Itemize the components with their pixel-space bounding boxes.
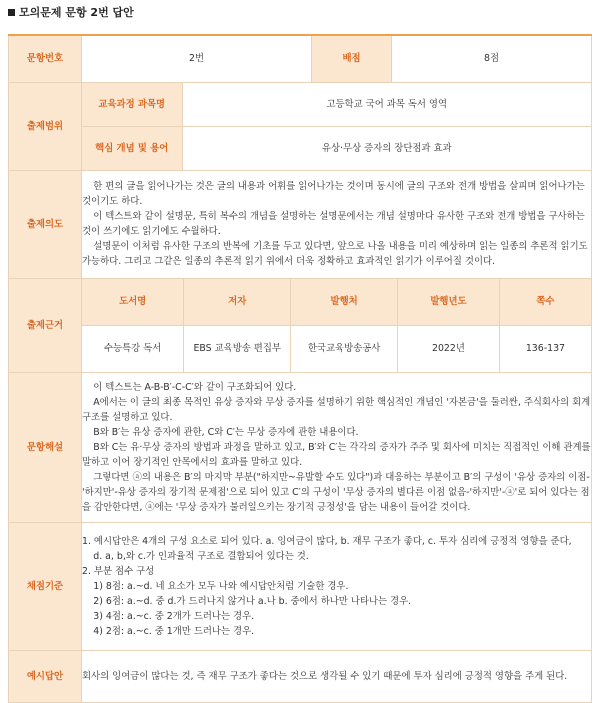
answer-table [8, 34, 592, 703]
criteria-line: 2. 부분 점수 구성 [82, 565, 155, 577]
explanation-paragraph: 이 텍스트는 A-B-B′-C-C′와 같이 구조화되어 있다. [93, 381, 297, 393]
source-cell [82, 278, 592, 372]
source-value-book: 수능특강 독서 [103, 343, 162, 354]
label-question-number: 문항번호 [9, 35, 82, 82]
section-heading [8, 4, 134, 20]
row-sample-answer [9, 650, 592, 702]
source-header-book: 도서명 [82, 279, 184, 326]
source-value-author: EBS 교육방송 편집부 [184, 325, 291, 372]
row-intent [9, 170, 592, 278]
source-header-row [82, 279, 591, 326]
criteria-text [82, 522, 592, 650]
label-subject: 교육과정 과목명 [82, 83, 182, 127]
section-heading-text: 모의문제 문항 2번 답안 [19, 6, 134, 19]
square-bullet-icon [8, 9, 15, 16]
row-question-number [9, 35, 592, 82]
label-criteria: 채점기준 [9, 522, 82, 650]
source-table [82, 279, 591, 372]
source-header-author: 저자 [184, 279, 291, 326]
explanation-paragraph: A에서는 이 글의 최종 목적인 유상 증자와 무상 증자를 설명하기 위한 핵심적인 개념인 '자본금'을 둘러싼, 주식회사의 회계 구조를 설명하고 있다. [82, 396, 591, 423]
explanation-paragraph: B와 C는 유·무상 증자의 방법과 과정을 말하고 있고, B′와 C′는 각각의 증자가 주주 및 회사에 미치는 직접적인 이해 관계를 말하고 이어 장기적인 안목에서의 효과를 말하고 있다. [82, 441, 591, 468]
source-value-pages: 136-137 [499, 325, 591, 372]
row-criteria [9, 522, 592, 650]
criteria-line: 1. 예시답안은 4개의 구성 요소로 되어 있다. a. 잉여금이 많다, b. 재무 구조가 좋다, c. 투자 심리에 긍정적 영향을 준다, [82, 535, 572, 547]
scope-concept-row [82, 127, 591, 170]
label-score: 배점 [312, 35, 392, 82]
label-explanation: 문항해설 [9, 372, 82, 522]
scope-inner-table [82, 83, 591, 170]
explanation-text [82, 372, 592, 522]
source-header-year: 발행년도 [398, 279, 500, 326]
row-explanation [9, 372, 592, 522]
intent-paragraph: 이 텍스트와 같이 설명문, 특히 복수의 개념을 설명하는 설명문에서는 개념 설명마다 유사한 구조와 전개 방법을 구사하는 것이 쓰기에도 읽기에도 수월하다. [82, 211, 585, 237]
intent-paragraph: 설명문이 이처럼 유사한 구조의 반복에 기초를 두고 있다면, 앞으로 나올 내용을 미리 예상하며 읽는 일종의 추론적 읽기도 가능하다. 그리고 그같은 일종의 추론적 읽기 위에서 더욱 정확하고 효과적인 읽기가 이루어질 것이다. [82, 241, 588, 267]
source-value-year: 2022년 [398, 325, 500, 372]
criteria-line: 1) 8점: a.~d. 네 요소가 모두 나와 예시답안처럼 기술한 경우. [93, 580, 349, 592]
source-header-pages: 쪽수 [499, 279, 591, 326]
source-value-publisher: 한국교육방송공사 [291, 325, 398, 372]
source-value-row [82, 325, 591, 372]
scope-cell [82, 82, 592, 170]
criteria-line: d. a, b,와 c.가 인과율적 구조로 결합되어 있다는 것. [93, 550, 309, 562]
value-concept: 유상·무상 증자의 장단점과 효과 [182, 127, 591, 170]
criteria-line: 4) 2점: a.~c. 중 1개만 드러나는 경우. [93, 625, 255, 637]
label-intent: 출제의도 [9, 170, 82, 278]
value-subject: 고등학교 국어 과목 독서 영역 [326, 98, 448, 110]
label-source: 출제근거 [9, 278, 82, 372]
label-sample-answer: 예시답안 [9, 650, 82, 702]
value-question-number: 2번 [82, 35, 312, 82]
value-score: 8점 [392, 35, 592, 82]
explanation-paragraph: 그렇다면 ⓐ의 내용은 B′의 마지막 부분("하지만~유발할 수도 있다")과 대응하는 부분이고 B′의 구성이 '유상 증자의 이점-'하지만'-유상 증자의 장기적 문제점'으로 되어 있고 C′의 구성이 '무상 증자의 별다른 이점 없음-'하지만'-ⓐ'로 되어 있다는 점을 감안한다면, ⓐ에는 '무상 증자가 불러일으키는 장기적 긍정성'을 담는 내용이 들어갈 것이다. [82, 471, 590, 513]
scope-subject-row [82, 83, 591, 127]
source-header-publisher: 발행처 [291, 279, 398, 326]
intent-text [82, 170, 592, 278]
intent-paragraph: 한 편의 글을 읽어나가는 것은 글의 내용과 어휘를 읽어나가는 것이며 동시에 글의 구조와 전개 방법을 살피며 읽어나가는 것이기도 하다. [82, 181, 585, 207]
label-concept: 핵심 개념 및 용어 [82, 127, 182, 170]
row-source [9, 278, 592, 372]
criteria-line: 3) 4점: a.~c. 중 2개가 드러나는 경우. [93, 610, 255, 622]
row-scope [9, 82, 592, 170]
criteria-line: 2) 6점: a.~d. 중 d.가 드러나지 않거나 a.나 b. 중에서 하나만 나타나는 경우. [93, 595, 412, 607]
sample-answer-text: 회사의 잉여금이 많다는 것, 즉 재무 구조가 좋다는 것으로 생각될 수 있기 때문에 투자 심리에 긍정적 영향을 주게 된다. [82, 650, 592, 702]
explanation-paragraph: B와 B′는 유상 증자에 관한, C와 C′는 무상 증자에 관한 내용이다. [93, 426, 359, 438]
label-scope: 출제범위 [9, 82, 82, 170]
